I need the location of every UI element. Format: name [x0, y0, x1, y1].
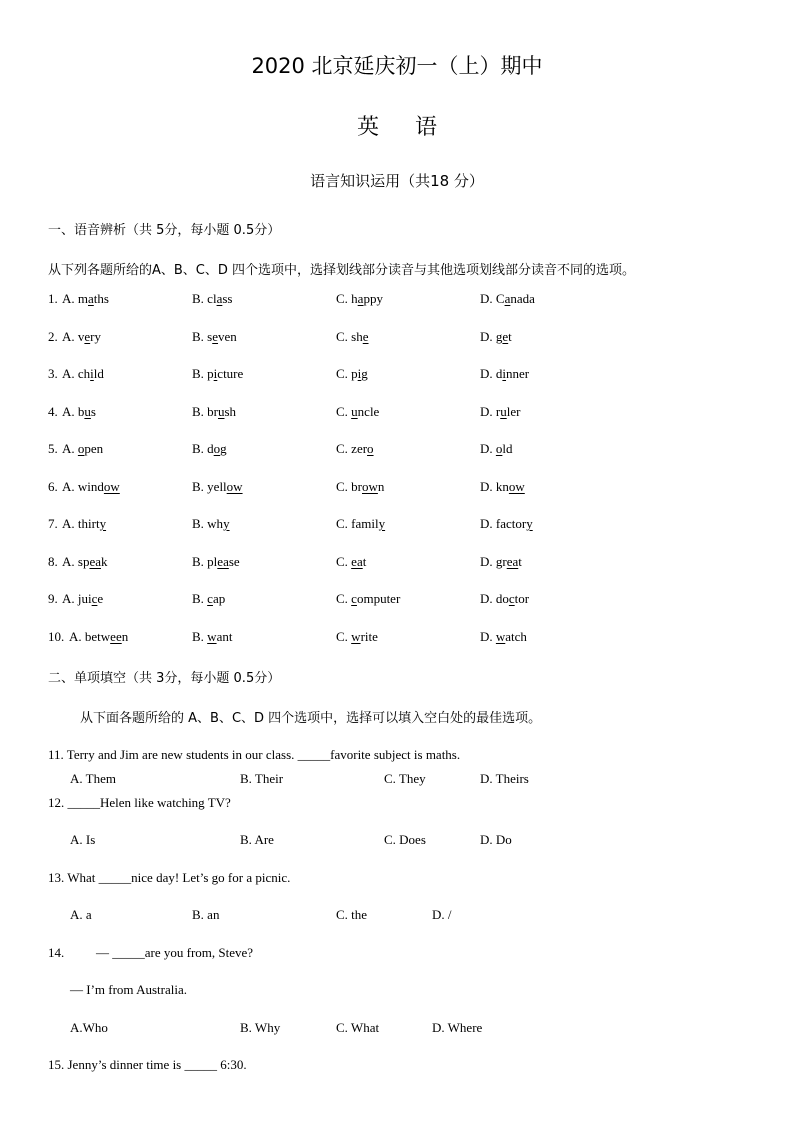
option: [192, 404, 236, 420]
underlined-letters: ea: [506, 554, 519, 569]
underlined-letters: c: [207, 591, 213, 606]
option: [336, 441, 374, 457]
subject-title: 英语: [356, 115, 473, 140]
option: A. Them: [70, 771, 116, 786]
option-text: A.: [62, 441, 78, 456]
option: A. Is: [70, 832, 96, 847]
option: [480, 291, 535, 307]
section-title: 语言知识运用（共18 分）: [310, 172, 484, 190]
underlined-letters: u: [500, 404, 507, 419]
option: C. They: [384, 771, 426, 786]
option: [480, 554, 522, 570]
option-text: B.: [192, 629, 208, 644]
option: [336, 591, 400, 607]
option-text: A. m: [62, 291, 88, 306]
option-text: D. do: [480, 591, 509, 606]
underlined-letters: ow: [362, 479, 378, 494]
underlined-letters: i: [357, 366, 362, 381]
option: [480, 441, 513, 457]
option-text: ap: [212, 591, 226, 606]
option-text: B. wh: [192, 516, 224, 531]
option: D. Where: [432, 1020, 483, 1035]
option-text: C.: [336, 591, 352, 606]
part2-heading: 二、单项填空（共 3分，每小题 0.5分）: [48, 671, 281, 686]
option-text: A. wind: [62, 479, 104, 494]
option-text: C. br: [336, 479, 362, 494]
underlined-letters: w: [495, 629, 506, 644]
option-text: B.: [192, 591, 208, 606]
option-text: D. d: [480, 366, 503, 381]
page-title: 2020 北京延庆初一（上）期中: [251, 54, 543, 78]
option-text: C. p: [336, 366, 358, 381]
option: A. a: [70, 907, 92, 922]
option: [62, 591, 103, 607]
question-stem: 11. Terry and Jim are new students in our class. _____favorite subject is maths.: [48, 747, 461, 762]
underlined-letters: w: [351, 629, 361, 644]
question-stem: 12. _____Helen like watching TV?: [48, 795, 231, 810]
option-text: ant: [216, 629, 233, 644]
option-text: ld: [502, 441, 513, 456]
underlined-letters: i: [213, 366, 218, 381]
option-text: D. C: [480, 291, 505, 306]
option-text: C. sh: [336, 329, 363, 344]
option-text: rite: [360, 629, 378, 644]
option-text: D. kn: [480, 479, 509, 494]
option-text: ld: [93, 366, 104, 381]
option-text: B. p: [192, 366, 214, 381]
option-text: sh: [224, 404, 237, 419]
underlined-letters: y: [99, 516, 107, 531]
option: [480, 591, 529, 607]
option-text: B. cl: [192, 291, 217, 306]
underlined-letters: w: [207, 629, 217, 644]
underlined-letters: e: [212, 329, 219, 344]
question-number: 2.: [48, 329, 58, 344]
option-text: D. factor: [480, 516, 527, 531]
underlined-letters: y: [378, 516, 386, 531]
option-text: D. r: [480, 404, 501, 419]
option: [336, 554, 366, 570]
underlined-letters: ea: [217, 554, 229, 569]
underlined-letters: a: [357, 291, 364, 306]
option: C. the: [336, 907, 368, 922]
option: C. What: [336, 1020, 380, 1035]
option-text: B. br: [192, 404, 218, 419]
option: [192, 554, 240, 570]
option: [192, 329, 237, 345]
question-number: 9.: [48, 591, 58, 606]
question-number: 10.: [48, 629, 65, 644]
option: [62, 404, 96, 420]
option: [62, 479, 120, 495]
option: [192, 291, 232, 307]
underlined-letters: ea: [351, 554, 363, 569]
underlined-letters: i: [502, 366, 507, 381]
underlined-letters: e: [362, 329, 369, 344]
underlined-letters: ow: [103, 479, 120, 494]
option-text: D.: [480, 441, 496, 456]
underlined-letters: i: [90, 366, 94, 381]
option-text: pen: [84, 441, 104, 456]
option-text: n: [121, 629, 129, 644]
option: A.Who: [70, 1020, 108, 1035]
option-text: B. s: [192, 329, 213, 344]
option: B. Are: [240, 832, 274, 847]
option-text: nner: [506, 366, 530, 381]
option-text: B. pl: [192, 554, 218, 569]
option: [62, 441, 103, 457]
option: [480, 366, 529, 382]
underlined-letters: ow: [226, 479, 243, 494]
option-text: ppy: [363, 291, 383, 306]
option-text: A. b: [62, 404, 85, 419]
option: [336, 516, 385, 532]
option-text: k: [101, 554, 108, 569]
option-text: C. h: [336, 291, 358, 306]
option: [336, 291, 383, 307]
option-text: e: [97, 591, 104, 606]
option-text: tor: [514, 591, 530, 606]
option-text: s: [90, 404, 96, 419]
question-number: 14.: [48, 945, 65, 960]
option: B. Why: [240, 1020, 281, 1035]
underlined-letters: c: [91, 591, 98, 606]
option-text: g: [220, 441, 227, 456]
option-text: g: [361, 366, 368, 381]
option: [62, 516, 106, 532]
option: [69, 629, 128, 645]
underlined-letters: o: [77, 441, 85, 456]
option: [480, 479, 525, 495]
question-number: 7.: [48, 516, 58, 531]
option-text: D.: [480, 629, 496, 644]
option: [62, 366, 104, 382]
option-text: cture: [217, 366, 244, 381]
option-text: C. zer: [336, 441, 368, 456]
underlined-letters: e: [84, 329, 91, 344]
underlined-letters: ow: [508, 479, 525, 494]
option: [480, 516, 533, 532]
option: [480, 629, 527, 645]
underlined-letters: y: [526, 516, 533, 531]
option-text: t: [362, 554, 367, 569]
underlined-letters: a: [504, 291, 511, 306]
underlined-letters: y: [223, 516, 230, 531]
underlined-letters: u: [84, 404, 91, 419]
question-number: 8.: [48, 554, 58, 569]
option: [480, 404, 520, 420]
option: [192, 441, 227, 457]
option-text: omputer: [356, 591, 401, 606]
option: [192, 591, 225, 607]
option: [192, 366, 243, 382]
part1-heading: 一、语音辨析（共 5分，每小题 0.5分）: [48, 223, 281, 238]
option-text: C.: [336, 554, 352, 569]
underlined-letters: c: [351, 591, 357, 606]
option-text: ncle: [357, 404, 380, 419]
underlined-letters: o: [367, 441, 374, 456]
option-text: nada: [510, 291, 535, 306]
part1-instruction: 从下列各题所给的A、B、C、D 四个选项中，选择划线部分读音与其他选项划线部分读音不同的选项。: [48, 263, 636, 278]
option: D. Do: [480, 832, 512, 847]
question-number: 5.: [48, 441, 58, 456]
underlined-letters: ea: [89, 554, 101, 569]
option-text: D. gr: [480, 554, 507, 569]
option-text: C. famil: [336, 516, 379, 531]
option-text: C.: [336, 404, 352, 419]
option: [62, 554, 108, 570]
part2-instruction: 从下面各题所给的 A、B、C、D 四个选项中，选择可以填入空白处的最佳选项。: [80, 711, 542, 726]
question-stem: — _____are you from, Steve?: [96, 945, 254, 960]
option: [192, 629, 232, 645]
option-text: t: [508, 329, 512, 344]
option: [480, 329, 512, 345]
question-number: 3.: [48, 366, 58, 381]
option: [62, 291, 109, 307]
underlined-letters: o: [213, 441, 221, 456]
underlined-letters: a: [88, 291, 94, 306]
question-number: 1.: [48, 291, 58, 306]
underlined-letters: u: [351, 404, 358, 419]
option-text: ven: [218, 329, 237, 344]
option: [336, 366, 368, 382]
option-text: ler: [506, 404, 521, 419]
option-text: ry: [90, 329, 102, 344]
question-stem: 15. Jenny’s dinner time is _____ 6:30.: [48, 1057, 247, 1072]
option: [336, 479, 384, 495]
underlined-letters: c: [508, 591, 515, 606]
option-text: A. jui: [62, 591, 92, 606]
underlined-letters: a: [216, 291, 223, 306]
option-text: A. v: [62, 329, 85, 344]
option: [336, 629, 378, 645]
option: D. Theirs: [480, 771, 529, 786]
option: D. /: [432, 907, 452, 922]
underlined-letters: ee: [110, 629, 122, 644]
option-text: A. sp: [62, 554, 90, 569]
option-text: A. betw: [69, 629, 111, 644]
option-text: B. d: [192, 441, 214, 456]
underlined-letters: o: [495, 441, 503, 456]
option: B. Their: [240, 771, 284, 786]
underlined-letters: e: [502, 329, 509, 344]
underlined-letters: u: [218, 404, 225, 419]
option-text: se: [228, 554, 240, 569]
option-text: ths: [93, 291, 109, 306]
option: [336, 329, 369, 345]
question-number: 4.: [48, 404, 58, 419]
option-text: atch: [505, 629, 527, 644]
option: C. Does: [384, 832, 426, 847]
option: [192, 479, 243, 495]
question-number: 6.: [48, 479, 58, 494]
option-text: C.: [336, 629, 352, 644]
option: B. an: [192, 907, 220, 922]
dialogue-answer: — I’m from Australia.: [70, 982, 187, 997]
option: [62, 329, 101, 345]
option-text: A. thirt: [62, 516, 100, 531]
question-stem: 13. What _____nice day! Let’s go for a picnic.: [48, 870, 291, 885]
option: [192, 516, 230, 532]
option-text: B. yell: [192, 479, 227, 494]
option-text: ss: [222, 291, 233, 306]
option-text: D. g: [480, 329, 503, 344]
option-text: n: [377, 479, 385, 494]
option-text: A. ch: [62, 366, 91, 381]
option: [336, 404, 379, 420]
option-text: t: [518, 554, 522, 569]
